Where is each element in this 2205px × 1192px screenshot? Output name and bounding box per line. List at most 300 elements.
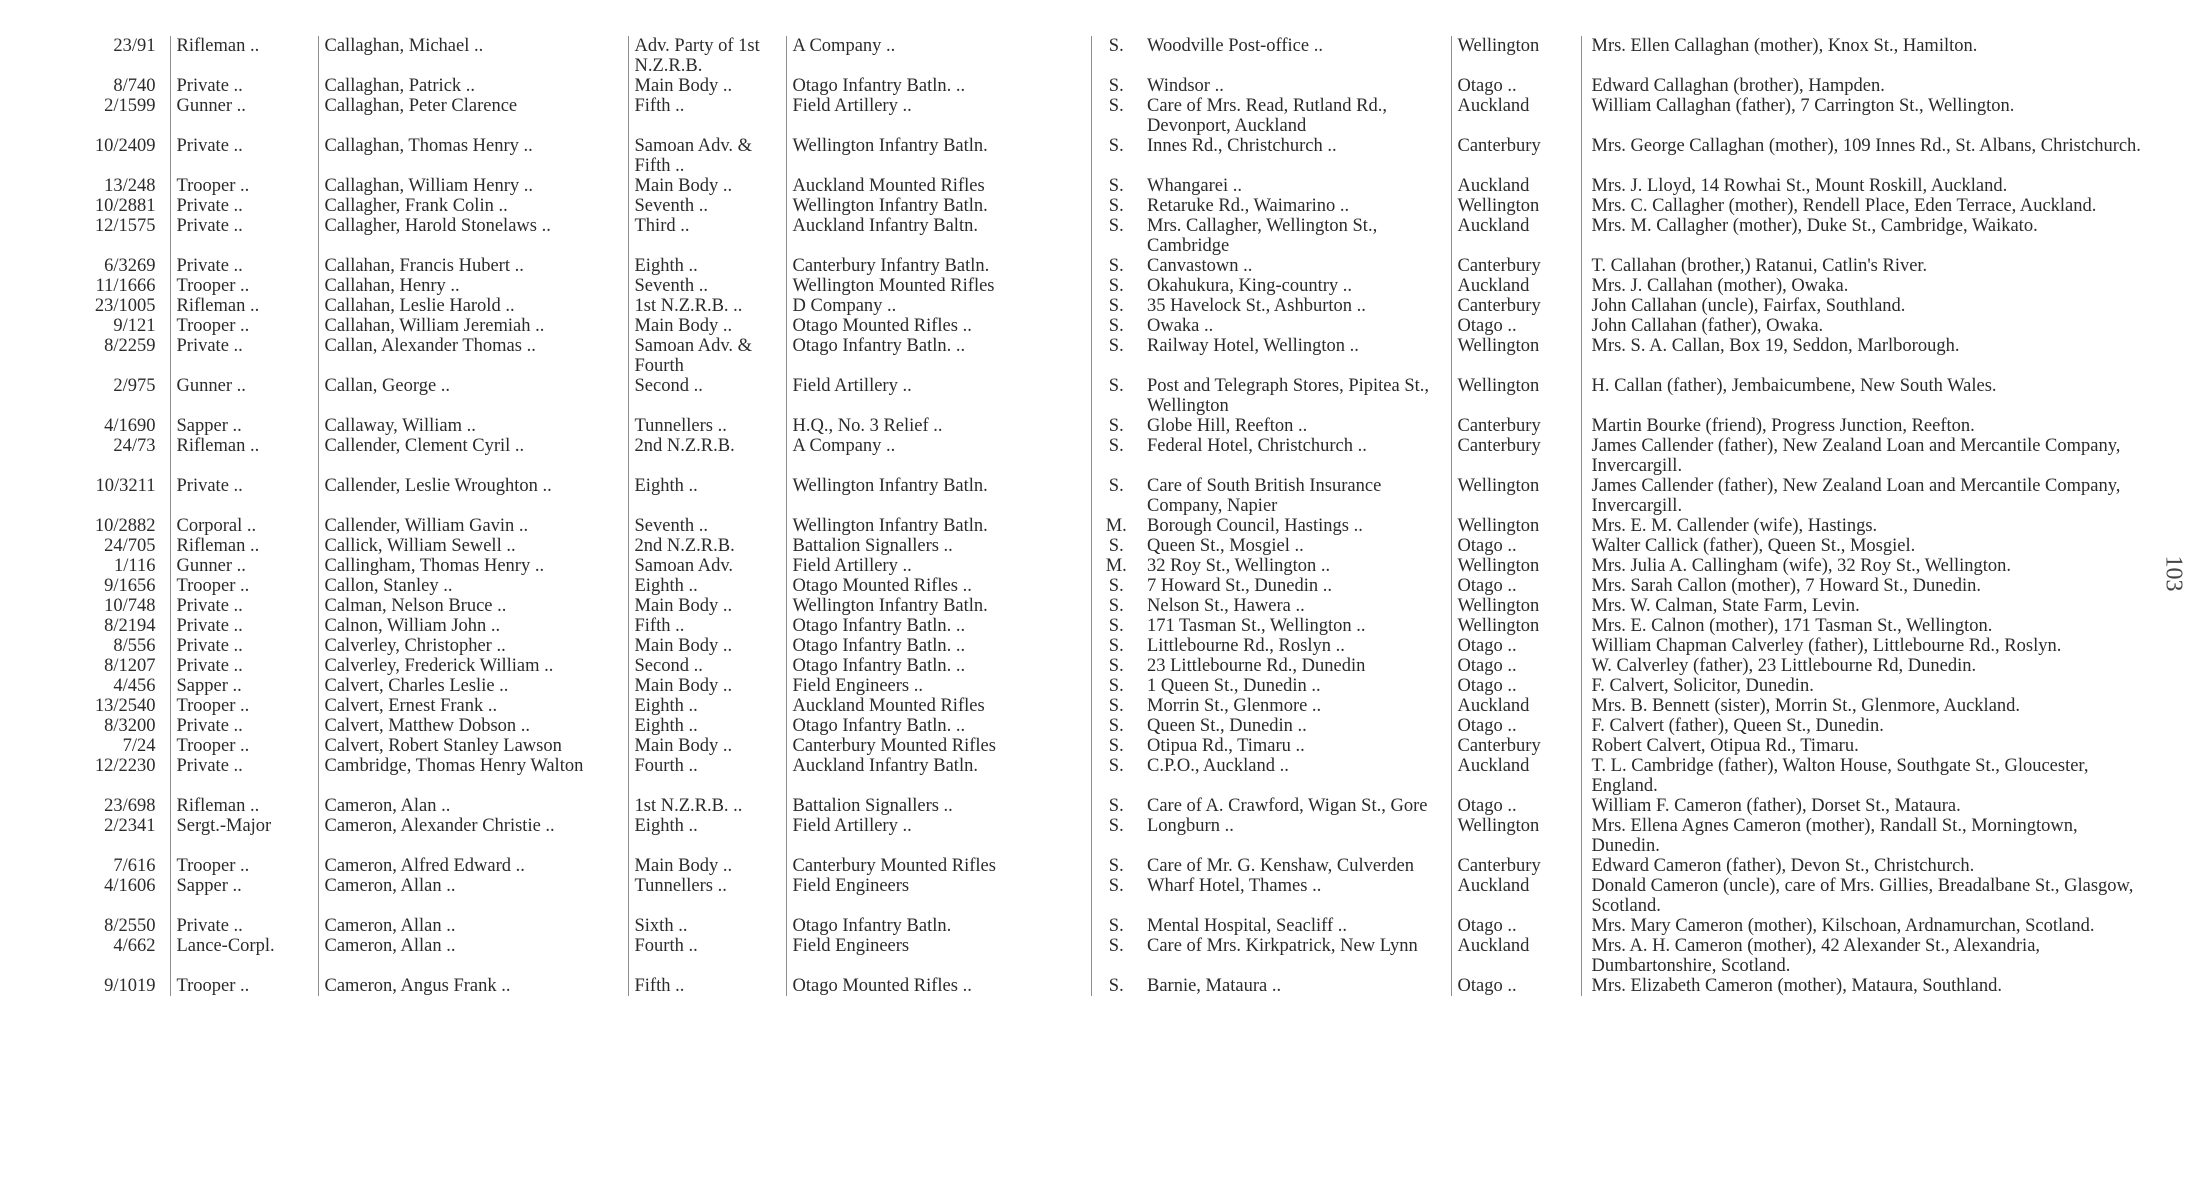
last-address-cell: 7 Howard St., Dunedin .. xyxy=(1141,576,1451,596)
soldier-name-cell: Callaghan, Peter Clarence xyxy=(318,96,628,136)
rank-cell: Trooper .. xyxy=(170,316,318,336)
unit-cell: Wellington Infantry Batln. xyxy=(786,516,1091,536)
last-address-cell: Mrs. Callagher, Wellington St., Cambridge xyxy=(1141,216,1451,256)
district-cell: Canterbury xyxy=(1451,736,1581,756)
last-address-cell: Littlebourne Rd., Roslyn .. xyxy=(1141,636,1451,656)
regimental-number-cell: 9/1656 xyxy=(70,576,170,596)
regimental-number-cell: 9/121 xyxy=(70,316,170,336)
district-cell: Auckland xyxy=(1451,216,1581,256)
marital-status-cell: S. xyxy=(1108,276,1124,296)
rank-cell: Private .. xyxy=(170,616,318,636)
regimental-number-cell: 4/1606 xyxy=(70,876,170,916)
unit-cell: Field Engineers .. xyxy=(786,676,1091,696)
next-of-kin-cell: Edward Callaghan (brother), Hampden. xyxy=(1591,76,1885,96)
draft-cell: Second .. xyxy=(628,376,786,416)
district-cell: Otago .. xyxy=(1451,916,1581,936)
table-row xyxy=(70,96,2150,136)
unit-cell: Wellington Infantry Batln. xyxy=(786,136,1091,176)
last-address-cell: Federal Hotel, Christchurch .. xyxy=(1141,436,1451,476)
next-of-kin-cell: Mrs. Julia A. Callingham (wife), 32 Roy St., Wellington. xyxy=(1591,556,2012,576)
rank-cell: Trooper .. xyxy=(170,736,318,756)
unit-cell: Field Artillery .. xyxy=(786,376,1091,416)
next-of-kin-cell: F. Calvert (father), Queen St., Dunedin. xyxy=(1591,716,1884,736)
rank-cell: Gunner .. xyxy=(170,376,318,416)
draft-cell: Eighth .. xyxy=(628,716,786,736)
soldier-name-cell: Calnon, William John .. xyxy=(318,616,628,636)
next-of-kin-cell: Mrs. B. Bennett (sister), Morrin St., Glenmore, Auckland. xyxy=(1591,696,2021,716)
rank-cell: Gunner .. xyxy=(170,556,318,576)
regimental-number-cell: 8/2194 xyxy=(70,616,170,636)
regimental-number-cell: 8/3200 xyxy=(70,716,170,736)
unit-cell: Canterbury Infantry Batln. xyxy=(786,256,1091,276)
unit-cell: A Company .. xyxy=(786,36,1091,76)
last-address-cell: Globe Hill, Reefton .. xyxy=(1141,416,1451,436)
unit-cell: Otago Mounted Rifles .. xyxy=(786,316,1091,336)
marital-status-cell: S. xyxy=(1108,216,1124,236)
table-row xyxy=(70,296,2150,316)
last-address-cell: Okahukura, King-country .. xyxy=(1141,276,1451,296)
unit-cell: Auckland Mounted Rifles xyxy=(786,696,1091,716)
last-address-cell: Care of A. Crawford, Wigan St., Gore xyxy=(1141,796,1451,816)
draft-cell: Fourth .. xyxy=(628,936,786,976)
roll-body xyxy=(70,36,2150,996)
unit-cell: D Company .. xyxy=(786,296,1091,316)
next-of-kin-cell: Edward Cameron (father), Devon St., Christchurch. xyxy=(1591,856,1975,876)
marital-status-cell: S. xyxy=(1108,936,1124,956)
soldier-name-cell: Callender, Clement Cyril .. xyxy=(318,436,628,476)
last-address-cell: Canvastown .. xyxy=(1141,256,1451,276)
table-row xyxy=(70,576,2150,596)
next-of-kin-cell: John Callahan (uncle), Fairfax, Southland. xyxy=(1591,296,1906,316)
regimental-number-cell: 4/662 xyxy=(70,936,170,976)
soldier-name-cell: Cameron, Alan .. xyxy=(318,796,628,816)
soldier-name-cell: Callick, William Sewell .. xyxy=(318,536,628,556)
soldier-name-cell: Callagher, Harold Stonelaws .. xyxy=(318,216,628,256)
unit-cell: Otago Infantry Batln. .. xyxy=(786,656,1091,676)
marital-status-cell: S. xyxy=(1108,176,1124,196)
unit-cell: Canterbury Mounted Rifles xyxy=(786,736,1091,756)
draft-cell: Samoan Adv. & Fourth xyxy=(628,336,786,376)
draft-cell: Main Body .. xyxy=(628,636,786,656)
rank-cell: Sapper .. xyxy=(170,876,318,916)
draft-cell: Eighth .. xyxy=(628,816,786,856)
next-of-kin-cell: T. Callahan (brother,) Ratanui, Catlin's River. xyxy=(1591,256,1928,276)
next-of-kin-cell: Mrs. Elizabeth Cameron (mother), Mataura, Southland. xyxy=(1591,976,2002,996)
soldier-name-cell: Callan, George .. xyxy=(318,376,628,416)
marital-status-cell: S. xyxy=(1108,856,1124,876)
soldier-name-cell: Cameron, Angus Frank .. xyxy=(318,976,628,996)
regimental-number-cell: 2/975 xyxy=(70,376,170,416)
draft-cell: Fifth .. xyxy=(628,976,786,996)
rank-cell: Corporal .. xyxy=(170,516,318,536)
table-row xyxy=(70,616,2150,636)
last-address-cell: 32 Roy St., Wellington .. xyxy=(1141,556,1451,576)
district-cell: Wellington xyxy=(1451,816,1581,856)
district-cell: Auckland xyxy=(1451,176,1581,196)
last-address-cell: Borough Council, Hastings .. xyxy=(1141,516,1451,536)
unit-cell: Field Engineers xyxy=(786,936,1091,976)
table-row xyxy=(70,336,2150,376)
draft-cell: Main Body .. xyxy=(628,76,786,96)
regimental-number-cell: 6/3269 xyxy=(70,256,170,276)
marital-status-cell: S. xyxy=(1108,36,1124,56)
last-address-cell: Post and Telegraph Stores, Pipitea St., Wellington xyxy=(1141,376,1451,416)
district-cell: Canterbury xyxy=(1451,856,1581,876)
soldier-name-cell: Cameron, Allan .. xyxy=(318,936,628,976)
last-address-cell: 171 Tasman St., Wellington .. xyxy=(1141,616,1451,636)
rank-cell: Private .. xyxy=(170,76,318,96)
district-cell: Wellington xyxy=(1451,556,1581,576)
district-cell: Wellington xyxy=(1451,376,1581,416)
soldier-name-cell: Callagher, Frank Colin .. xyxy=(318,196,628,216)
draft-cell: Eighth .. xyxy=(628,256,786,276)
draft-cell: Second .. xyxy=(628,656,786,676)
draft-cell: 2nd N.Z.R.B. xyxy=(628,436,786,476)
marital-status-cell: S. xyxy=(1108,576,1124,596)
draft-cell: Seventh .. xyxy=(628,276,786,296)
rank-cell: Private .. xyxy=(170,716,318,736)
unit-cell: Wellington Mounted Rifles xyxy=(786,276,1091,296)
last-address-cell: Innes Rd., Christchurch .. xyxy=(1141,136,1451,176)
rank-cell: Private .. xyxy=(170,136,318,176)
regimental-number-cell: 10/2881 xyxy=(70,196,170,216)
district-cell: Wellington xyxy=(1451,516,1581,536)
draft-cell: 1st N.Z.R.B. .. xyxy=(628,796,786,816)
table-row xyxy=(70,416,2150,436)
rank-cell: Private .. xyxy=(170,636,318,656)
unit-cell: Otago Mounted Rifles .. xyxy=(786,976,1091,996)
unit-cell: Wellington Infantry Batln. xyxy=(786,476,1091,516)
marital-status-cell: S. xyxy=(1108,476,1124,496)
unit-cell: Wellington Infantry Batln. xyxy=(786,196,1091,216)
district-cell: Auckland xyxy=(1451,936,1581,976)
soldier-name-cell: Calverley, Frederick William .. xyxy=(318,656,628,676)
soldier-name-cell: Callaghan, Thomas Henry .. xyxy=(318,136,628,176)
district-cell: Canterbury xyxy=(1451,256,1581,276)
unit-cell: Otago Infantry Batln. .. xyxy=(786,336,1091,376)
last-address-cell: Barnie, Mataura .. xyxy=(1141,976,1451,996)
regimental-number-cell: 8/2259 xyxy=(70,336,170,376)
last-address-cell: Longburn .. xyxy=(1141,816,1451,856)
soldier-name-cell: Callon, Stanley .. xyxy=(318,576,628,596)
regimental-number-cell: 8/740 xyxy=(70,76,170,96)
rank-cell: Rifleman .. xyxy=(170,296,318,316)
marital-status-cell: S. xyxy=(1108,536,1124,556)
marital-status-cell: S. xyxy=(1108,876,1124,896)
district-cell: Otago .. xyxy=(1451,976,1581,996)
next-of-kin-cell: John Callahan (father), Owaka. xyxy=(1591,316,1824,336)
last-address-cell: Care of Mrs. Read, Rutland Rd., Devonport, Auckland xyxy=(1141,96,1451,136)
draft-cell: Tunnellers .. xyxy=(628,416,786,436)
last-address-cell: Queen St., Dunedin .. xyxy=(1141,716,1451,736)
table-row xyxy=(70,256,2150,276)
table-row xyxy=(70,816,2150,856)
regimental-number-cell: 7/24 xyxy=(70,736,170,756)
unit-cell: Canterbury Mounted Rifles xyxy=(786,856,1091,876)
rank-cell: Trooper .. xyxy=(170,696,318,716)
table-row xyxy=(70,36,2150,76)
regimental-number-cell: 23/1005 xyxy=(70,296,170,316)
last-address-cell: Retaruke Rd., Waimarino .. xyxy=(1141,196,1451,216)
last-address-cell: C.P.O., Auckland .. xyxy=(1141,756,1451,796)
marital-status-cell: S. xyxy=(1108,816,1124,836)
table-row xyxy=(70,136,2150,176)
table-row xyxy=(70,716,2150,736)
rank-cell: Private .. xyxy=(170,336,318,376)
marital-status-cell: S. xyxy=(1108,916,1124,936)
marital-status-cell: S. xyxy=(1108,96,1124,116)
table-row xyxy=(70,696,2150,716)
next-of-kin-cell: William Callaghan (father), 7 Carrington St., Wellington. xyxy=(1591,96,2015,116)
rank-cell: Trooper .. xyxy=(170,176,318,196)
draft-cell: Main Body .. xyxy=(628,596,786,616)
last-address-cell: Nelson St., Hawera .. xyxy=(1141,596,1451,616)
unit-cell: Field Engineers xyxy=(786,876,1091,916)
unit-cell: Otago Infantry Batln. .. xyxy=(786,616,1091,636)
table-row xyxy=(70,936,2150,976)
soldier-name-cell: Calvert, Charles Leslie .. xyxy=(318,676,628,696)
rank-cell: Lance-Corpl. xyxy=(170,936,318,976)
regimental-number-cell: 10/3211 xyxy=(70,476,170,516)
unit-cell: Otago Mounted Rifles .. xyxy=(786,576,1091,596)
last-address-cell: Mental Hospital, Seacliff .. xyxy=(1141,916,1451,936)
regimental-number-cell: 24/705 xyxy=(70,536,170,556)
district-cell: Auckland xyxy=(1451,696,1581,716)
district-cell: Wellington xyxy=(1451,616,1581,636)
district-cell: Auckland xyxy=(1451,756,1581,796)
soldier-name-cell: Callahan, Leslie Harold .. xyxy=(318,296,628,316)
soldier-name-cell: Callahan, Francis Hubert .. xyxy=(318,256,628,276)
regimental-number-cell: 4/1690 xyxy=(70,416,170,436)
marital-status-cell: S. xyxy=(1108,296,1124,316)
next-of-kin-cell: W. Calverley (father), 23 Littlebourne Rd, Dunedin. xyxy=(1591,656,1977,676)
last-address-cell: Woodville Post-office .. xyxy=(1141,36,1451,76)
rank-cell: Trooper .. xyxy=(170,856,318,876)
soldier-name-cell: Calvert, Matthew Dobson .. xyxy=(318,716,628,736)
draft-cell: Seventh .. xyxy=(628,516,786,536)
soldier-name-cell: Callaway, William .. xyxy=(318,416,628,436)
unit-cell: Otago Infantry Batln. .. xyxy=(786,76,1091,96)
district-cell: Otago .. xyxy=(1451,636,1581,656)
regimental-number-cell: 13/2540 xyxy=(70,696,170,716)
draft-cell: 2nd N.Z.R.B. xyxy=(628,536,786,556)
district-cell: Wellington xyxy=(1451,336,1581,376)
table-row xyxy=(70,196,2150,216)
next-of-kin-cell: Robert Calvert, Otipua Rd., Timaru. xyxy=(1591,736,1859,756)
soldier-name-cell: Cameron, Alexander Christie .. xyxy=(318,816,628,856)
soldier-name-cell: Cameron, Allan .. xyxy=(318,916,628,936)
page-number: 103 xyxy=(2160,555,2187,592)
table-row xyxy=(70,476,2150,516)
soldier-name-cell: Callaghan, William Henry .. xyxy=(318,176,628,196)
table-row xyxy=(70,76,2150,96)
marital-status-cell: S. xyxy=(1108,716,1124,736)
unit-cell: Auckland Mounted Rifles xyxy=(786,176,1091,196)
table-row xyxy=(70,796,2150,816)
rank-cell: Private .. xyxy=(170,596,318,616)
next-of-kin-cell: Martin Bourke (friend), Progress Junction, Reefton. xyxy=(1591,416,1975,436)
marital-status-cell: S. xyxy=(1108,316,1124,336)
marital-status-cell: S. xyxy=(1108,596,1124,616)
draft-cell: Main Body .. xyxy=(628,736,786,756)
next-of-kin-cell: Mrs. M. Callagher (mother), Duke St., Cambridge, Waikato. xyxy=(1591,216,2038,236)
unit-cell: Field Artillery .. xyxy=(786,816,1091,856)
draft-cell: Eighth .. xyxy=(628,576,786,596)
regimental-number-cell: 4/456 xyxy=(70,676,170,696)
regimental-number-cell: 23/698 xyxy=(70,796,170,816)
table-row xyxy=(70,276,2150,296)
next-of-kin-cell: Mrs. George Callaghan (mother), 109 Innes Rd., St. Albans, Christchurch. xyxy=(1591,136,2141,156)
marital-status-cell: S. xyxy=(1108,76,1124,96)
district-cell: Otago .. xyxy=(1451,676,1581,696)
next-of-kin-cell: William F. Cameron (father), Dorset St., Mataura. xyxy=(1591,796,1961,816)
rank-cell: Sapper .. xyxy=(170,416,318,436)
next-of-kin-cell: Mrs. W. Calman, State Farm, Levin. xyxy=(1591,596,1860,616)
rank-cell: Private .. xyxy=(170,216,318,256)
marital-status-cell: S. xyxy=(1108,376,1124,396)
rank-cell: Rifleman .. xyxy=(170,536,318,556)
soldier-name-cell: Calvert, Robert Stanley Lawson xyxy=(318,736,628,756)
rank-cell: Sergt.-Major xyxy=(170,816,318,856)
marital-status-cell: M. xyxy=(1105,556,1127,576)
next-of-kin-cell: T. L. Cambridge (father), Walton House, Southgate St., Gloucester, England. xyxy=(1591,756,2089,796)
regimental-number-cell: 10/2882 xyxy=(70,516,170,536)
soldier-name-cell: Cameron, Allan .. xyxy=(318,876,628,916)
marital-status-cell: S. xyxy=(1108,696,1124,716)
draft-cell: Main Body .. xyxy=(628,676,786,696)
table-row xyxy=(70,536,2150,556)
draft-cell: Tunnellers .. xyxy=(628,876,786,916)
regimental-number-cell: 9/1019 xyxy=(70,976,170,996)
unit-cell: Auckland Infantry Batln. xyxy=(786,756,1091,796)
unit-cell: Otago Infantry Batln. .. xyxy=(786,716,1091,736)
table-row xyxy=(70,976,2150,996)
soldier-name-cell: Callan, Alexander Thomas .. xyxy=(318,336,628,376)
last-address-cell: Whangarei .. xyxy=(1141,176,1451,196)
last-address-cell: Owaka .. xyxy=(1141,316,1451,336)
district-cell: Otago .. xyxy=(1451,76,1581,96)
table-row xyxy=(70,916,2150,936)
table-row xyxy=(70,756,2150,796)
regimental-number-cell: 1/116 xyxy=(70,556,170,576)
marital-status-cell: S. xyxy=(1108,196,1124,216)
soldier-name-cell: Cameron, Alfred Edward .. xyxy=(318,856,628,876)
draft-cell: Samoan Adv. & Fifth .. xyxy=(628,136,786,176)
marital-status-cell: S. xyxy=(1108,656,1124,676)
table-row xyxy=(70,316,2150,336)
next-of-kin-cell: William Chapman Calverley (father), Littlebourne Rd., Roslyn. xyxy=(1591,636,2062,656)
next-of-kin-cell: Mrs. C. Callagher (mother), Rendell Place, Eden Terrace, Auckland. xyxy=(1591,196,2097,216)
unit-cell: Field Artillery .. xyxy=(786,96,1091,136)
rank-cell: Trooper .. xyxy=(170,976,318,996)
district-cell: Wellington xyxy=(1451,36,1581,76)
table-row xyxy=(70,176,2150,196)
district-cell: Canterbury xyxy=(1451,136,1581,176)
marital-status-cell: S. xyxy=(1108,736,1124,756)
soldier-name-cell: Callahan, Henry .. xyxy=(318,276,628,296)
marital-status-cell: S. xyxy=(1108,756,1124,776)
soldier-name-cell: Callender, William Gavin .. xyxy=(318,516,628,536)
next-of-kin-cell: H. Callan (father), Jembaicumbene, New South Wales. xyxy=(1591,376,1997,396)
table-row xyxy=(70,596,2150,616)
district-cell: Otago .. xyxy=(1451,796,1581,816)
regimental-number-cell: 7/616 xyxy=(70,856,170,876)
table-row xyxy=(70,216,2150,256)
regimental-number-cell: 8/556 xyxy=(70,636,170,656)
last-address-cell: Wharf Hotel, Thames .. xyxy=(1141,876,1451,916)
next-of-kin-cell: James Callender (father), New Zealand Loan and Mercantile Company, Invercargill. xyxy=(1591,436,2121,476)
regimental-number-cell: 8/1207 xyxy=(70,656,170,676)
rank-cell: Rifleman .. xyxy=(170,36,318,76)
next-of-kin-cell: Mrs. S. A. Callan, Box 19, Seddon, Marlborough. xyxy=(1591,336,1960,356)
district-cell: Auckland xyxy=(1451,276,1581,296)
soldier-name-cell: Callahan, William Jeremiah .. xyxy=(318,316,628,336)
draft-cell: Sixth .. xyxy=(628,916,786,936)
draft-cell: Eighth .. xyxy=(628,476,786,516)
draft-cell: Main Body .. xyxy=(628,316,786,336)
regimental-number-cell: 8/2550 xyxy=(70,916,170,936)
last-address-cell: 1 Queen St., Dunedin .. xyxy=(1141,676,1451,696)
table-row xyxy=(70,676,2150,696)
district-cell: Otago .. xyxy=(1451,656,1581,676)
table-row xyxy=(70,636,2150,656)
last-address-cell: 23 Littlebourne Rd., Dunedin xyxy=(1141,656,1451,676)
rank-cell: Private .. xyxy=(170,656,318,676)
last-address-cell: 35 Havelock St., Ashburton .. xyxy=(1141,296,1451,316)
marital-status-cell: S. xyxy=(1108,796,1124,816)
draft-cell: Fifth .. xyxy=(628,616,786,636)
draft-cell: Main Body .. xyxy=(628,856,786,876)
soldier-name-cell: Callaghan, Michael .. xyxy=(318,36,628,76)
soldier-name-cell: Callaghan, Patrick .. xyxy=(318,76,628,96)
district-cell: Auckland xyxy=(1451,876,1581,916)
regimental-number-cell: 2/2341 xyxy=(70,816,170,856)
regimental-number-cell: 24/73 xyxy=(70,436,170,476)
next-of-kin-cell: Mrs. J. Callahan (mother), Owaka. xyxy=(1591,276,1849,296)
last-address-cell: Otipua Rd., Timaru .. xyxy=(1141,736,1451,756)
last-address-cell: Care of South British Insurance Company, Napier xyxy=(1141,476,1451,516)
draft-cell: Third .. xyxy=(628,216,786,256)
draft-cell: Adv. Party of 1st N.Z.R.B. xyxy=(628,36,786,76)
marital-status-cell: S. xyxy=(1108,336,1124,356)
rank-cell: Rifleman .. xyxy=(170,796,318,816)
soldier-name-cell: Calverley, Christopher .. xyxy=(318,636,628,656)
last-address-cell: Railway Hotel, Wellington .. xyxy=(1141,336,1451,376)
marital-status-cell: S. xyxy=(1108,636,1124,656)
table-row xyxy=(70,736,2150,756)
regimental-number-cell: 10/748 xyxy=(70,596,170,616)
district-cell: Wellington xyxy=(1451,476,1581,516)
table-row xyxy=(70,876,2150,916)
next-of-kin-cell: Walter Callick (father), Queen St., Mosgiel. xyxy=(1591,536,1916,556)
marital-status-cell: M. xyxy=(1105,516,1127,536)
regimental-number-cell: 23/91 xyxy=(70,36,170,76)
table-row xyxy=(70,516,2150,536)
table-row xyxy=(70,656,2150,676)
soldier-name-cell: Callingham, Thomas Henry .. xyxy=(318,556,628,576)
rank-cell: Rifleman .. xyxy=(170,436,318,476)
last-address-cell: Care of Mr. G. Kenshaw, Culverden xyxy=(1141,856,1451,876)
regimental-number-cell: 2/1599 xyxy=(70,96,170,136)
next-of-kin-cell: F. Calvert, Solicitor, Dunedin. xyxy=(1591,676,1814,696)
regimental-number-cell: 12/2230 xyxy=(70,756,170,796)
last-address-cell: Queen St., Mosgiel .. xyxy=(1141,536,1451,556)
district-cell: Otago .. xyxy=(1451,576,1581,596)
unit-cell: Battalion Signallers .. xyxy=(786,796,1091,816)
last-address-cell: Windsor .. xyxy=(1141,76,1451,96)
regimental-number-cell: 11/1666 xyxy=(70,276,170,296)
next-of-kin-cell: Mrs. E. Calnon (mother), 171 Tasman St., Wellington. xyxy=(1591,616,1993,636)
